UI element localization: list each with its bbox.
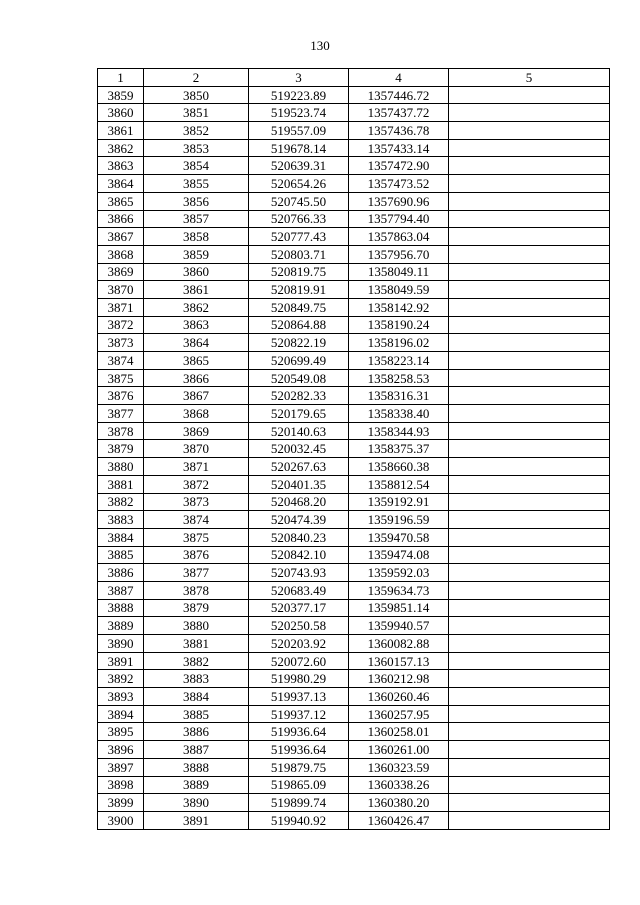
table-cell: 520745.50 <box>249 192 349 210</box>
table-cell: 520819.75 <box>249 263 349 281</box>
table-cell <box>449 741 610 759</box>
table-row <box>98 528 610 546</box>
table-cell <box>449 493 610 511</box>
table-cell: 3859 <box>144 245 249 263</box>
table-cell: 3884 <box>144 688 249 706</box>
table-cell <box>449 228 610 246</box>
table-cell: 520819.91 <box>249 281 349 299</box>
table-cell: 520179.65 <box>249 405 349 423</box>
table-cell: 3890 <box>98 635 144 653</box>
table-cell <box>449 723 610 741</box>
table-cell: 3875 <box>144 528 249 546</box>
table-cell: 1357472.90 <box>349 157 449 175</box>
table-row <box>98 192 610 210</box>
table-row <box>98 422 610 440</box>
table-cell: 3872 <box>98 316 144 334</box>
table-cell: 1358338.40 <box>349 405 449 423</box>
table-cell <box>449 192 610 210</box>
table-cell: 3898 <box>98 776 144 794</box>
table-row <box>98 86 610 104</box>
table-cell <box>449 564 610 582</box>
table-row <box>98 281 610 299</box>
table-cell: 1360157.13 <box>349 652 449 670</box>
table-row <box>98 228 610 246</box>
table-row <box>98 175 610 193</box>
table-cell <box>449 387 610 405</box>
table-cell: 3853 <box>144 139 249 157</box>
table-cell: 520777.43 <box>249 228 349 246</box>
table-row <box>98 652 610 670</box>
table-cell: 1358223.14 <box>349 352 449 370</box>
table-cell: 1357446.72 <box>349 86 449 104</box>
table-cell: 3860 <box>144 263 249 281</box>
table-cell <box>449 369 610 387</box>
table-cell: 520842.10 <box>249 546 349 564</box>
table-cell <box>449 122 610 140</box>
table-cell: 3895 <box>98 723 144 741</box>
table-cell: 520250.58 <box>249 617 349 635</box>
table-cell <box>449 635 610 653</box>
table-cell: 1360257.95 <box>349 705 449 723</box>
table-row <box>98 511 610 529</box>
table-cell: 1358316.31 <box>349 387 449 405</box>
table-cell: 1358190.24 <box>349 316 449 334</box>
table-cell <box>449 794 610 812</box>
table-cell <box>449 458 610 476</box>
table-row <box>98 670 610 688</box>
table-cell: 3856 <box>144 192 249 210</box>
table-row <box>98 493 610 511</box>
table-cell: 519899.74 <box>249 794 349 812</box>
table-cell: 1357436.78 <box>349 122 449 140</box>
table-cell: 3887 <box>144 741 249 759</box>
table-row <box>98 564 610 582</box>
table-cell: 3866 <box>98 210 144 228</box>
table-cell: 3897 <box>98 758 144 776</box>
table-cell: 3900 <box>98 811 144 829</box>
table-cell: 520401.35 <box>249 475 349 493</box>
table-cell <box>449 263 610 281</box>
header-row <box>98 69 610 87</box>
table-cell: 519937.12 <box>249 705 349 723</box>
table-cell: 3873 <box>144 493 249 511</box>
table-row <box>98 369 610 387</box>
table-cell <box>449 316 610 334</box>
table-row <box>98 387 610 405</box>
table-cell <box>449 528 610 546</box>
table-cell: 3863 <box>144 316 249 334</box>
table-cell: 519865.09 <box>249 776 349 794</box>
table-cell: 520683.49 <box>249 581 349 599</box>
table-cell: 3885 <box>98 546 144 564</box>
table-cell: 1360258.01 <box>349 723 449 741</box>
page-number: 130 <box>310 38 330 53</box>
table-cell: 3883 <box>98 511 144 529</box>
table-cell: 1357437.72 <box>349 104 449 122</box>
table-cell: 3850 <box>144 86 249 104</box>
table-row <box>98 104 610 122</box>
table-cell <box>449 599 610 617</box>
table-cell: 3887 <box>98 581 144 599</box>
table-cell: 3881 <box>98 475 144 493</box>
table-row <box>98 298 610 316</box>
table-cell: 1360380.20 <box>349 794 449 812</box>
table-cell <box>449 157 610 175</box>
table-cell: 1358049.11 <box>349 263 449 281</box>
table-cell <box>449 298 610 316</box>
table-cell: 3864 <box>144 334 249 352</box>
table-cell: 3894 <box>98 705 144 723</box>
table-cell: 1358812.54 <box>349 475 449 493</box>
table-cell: 3854 <box>144 157 249 175</box>
table-cell <box>449 334 610 352</box>
table-cell: 3858 <box>144 228 249 246</box>
table-cell: 3857 <box>144 210 249 228</box>
table-cell: 3868 <box>144 405 249 423</box>
table-cell: 519678.14 <box>249 139 349 157</box>
table-cell: 3865 <box>98 192 144 210</box>
table-cell <box>449 475 610 493</box>
table-cell: 3862 <box>144 298 249 316</box>
table-row <box>98 581 610 599</box>
table-cell: 3892 <box>98 670 144 688</box>
table-cell <box>449 617 610 635</box>
table-cell: 1360323.59 <box>349 758 449 776</box>
table-cell: 3891 <box>98 652 144 670</box>
table-row <box>98 122 610 140</box>
table-row <box>98 811 610 829</box>
table-cell: 519936.64 <box>249 723 349 741</box>
table-cell: 3874 <box>144 511 249 529</box>
table-cell: 520474.39 <box>249 511 349 529</box>
table-cell: 3876 <box>144 546 249 564</box>
table-cell <box>449 281 610 299</box>
table-cell: 520549.08 <box>249 369 349 387</box>
table-cell: 3871 <box>144 458 249 476</box>
table-cell: 3875 <box>98 369 144 387</box>
table-cell: 3865 <box>144 352 249 370</box>
table-cell: 520864.88 <box>249 316 349 334</box>
table-cell: 520849.75 <box>249 298 349 316</box>
column-header: 4 <box>349 69 449 87</box>
table-row <box>98 440 610 458</box>
table-cell: 3870 <box>144 440 249 458</box>
table-cell: 1360261.00 <box>349 741 449 759</box>
column-header: 3 <box>249 69 349 87</box>
table-row <box>98 723 610 741</box>
table-cell <box>449 705 610 723</box>
table-row <box>98 139 610 157</box>
table-cell: 1360426.47 <box>349 811 449 829</box>
table-cell: 519936.64 <box>249 741 349 759</box>
table-cell: 1360082.88 <box>349 635 449 653</box>
table-cell: 3896 <box>98 741 144 759</box>
table-cell: 3878 <box>98 422 144 440</box>
table-cell: 3884 <box>98 528 144 546</box>
table-row <box>98 741 610 759</box>
table-cell: 3879 <box>144 599 249 617</box>
table-cell: 1359940.57 <box>349 617 449 635</box>
table-row <box>98 705 610 723</box>
column-header: 1 <box>98 69 144 87</box>
table-cell: 3891 <box>144 811 249 829</box>
table-cell: 1357956.70 <box>349 245 449 263</box>
table-cell: 1358049.59 <box>349 281 449 299</box>
table-cell: 520282.33 <box>249 387 349 405</box>
table-cell: 3863 <box>98 157 144 175</box>
table-cell <box>449 546 610 564</box>
table-cell: 3883 <box>144 670 249 688</box>
column-header: 2 <box>144 69 249 87</box>
table-cell: 3860 <box>98 104 144 122</box>
table-cell: 3862 <box>98 139 144 157</box>
table-cell: 519937.13 <box>249 688 349 706</box>
table-cell: 1359592.03 <box>349 564 449 582</box>
table-cell: 519980.29 <box>249 670 349 688</box>
table-cell: 3872 <box>144 475 249 493</box>
table-cell <box>449 352 610 370</box>
table-cell <box>449 422 610 440</box>
table-cell: 1360212.98 <box>349 670 449 688</box>
table-cell: 520140.63 <box>249 422 349 440</box>
table-cell: 3879 <box>98 440 144 458</box>
table-cell: 1359634.73 <box>349 581 449 599</box>
table-body <box>98 86 610 829</box>
table-cell: 520840.23 <box>249 528 349 546</box>
table-cell: 1359470.58 <box>349 528 449 546</box>
table-row <box>98 263 610 281</box>
table-cell: 3893 <box>98 688 144 706</box>
table-cell: 3886 <box>98 564 144 582</box>
table-row <box>98 635 610 653</box>
table-cell: 3861 <box>98 122 144 140</box>
table-cell <box>449 440 610 458</box>
table-cell: 3877 <box>144 564 249 582</box>
table-cell: 1357473.52 <box>349 175 449 193</box>
table-cell: 3864 <box>98 175 144 193</box>
table-cell: 1359196.59 <box>349 511 449 529</box>
table-cell <box>449 811 610 829</box>
table-cell: 3870 <box>98 281 144 299</box>
table-cell: 3851 <box>144 104 249 122</box>
table-row <box>98 546 610 564</box>
table-row <box>98 475 610 493</box>
table-cell: 3876 <box>98 387 144 405</box>
table-cell: 3867 <box>98 228 144 246</box>
table-cell: 519940.92 <box>249 811 349 829</box>
table-cell: 3882 <box>144 652 249 670</box>
table-cell: 3868 <box>98 245 144 263</box>
table-cell: 3855 <box>144 175 249 193</box>
table-cell: 520377.17 <box>249 599 349 617</box>
table-row <box>98 210 610 228</box>
table-row <box>98 794 610 812</box>
table-row <box>98 405 610 423</box>
table-cell: 1360338.26 <box>349 776 449 794</box>
table-cell: 3874 <box>98 352 144 370</box>
table-cell <box>449 139 610 157</box>
table-cell <box>449 581 610 599</box>
table-cell: 1357863.04 <box>349 228 449 246</box>
table-cell: 3861 <box>144 281 249 299</box>
table-cell: 520699.49 <box>249 352 349 370</box>
table-cell <box>449 652 610 670</box>
table-cell: 3886 <box>144 723 249 741</box>
table-cell: 519223.89 <box>249 86 349 104</box>
table-cell: 1358344.93 <box>349 422 449 440</box>
table-cell: 520639.31 <box>249 157 349 175</box>
table-cell: 3852 <box>144 122 249 140</box>
table-cell: 1357433.14 <box>349 139 449 157</box>
table-cell: 1359474.08 <box>349 546 449 564</box>
coordinates-table <box>97 68 610 830</box>
table-cell: 3889 <box>98 617 144 635</box>
table-row <box>98 245 610 263</box>
table-cell: 520468.20 <box>249 493 349 511</box>
table-cell: 520654.26 <box>249 175 349 193</box>
table-cell: 1358196.02 <box>349 334 449 352</box>
table-cell: 3889 <box>144 776 249 794</box>
table-cell <box>449 245 610 263</box>
table-cell: 3869 <box>144 422 249 440</box>
table-cell: 1358142.92 <box>349 298 449 316</box>
table-cell <box>449 86 610 104</box>
table-cell <box>449 175 610 193</box>
table-cell: 3878 <box>144 581 249 599</box>
table-cell: 3888 <box>98 599 144 617</box>
table-row <box>98 776 610 794</box>
table-cell: 3871 <box>98 298 144 316</box>
table-cell: 3869 <box>98 263 144 281</box>
table-row <box>98 352 610 370</box>
table-cell <box>449 688 610 706</box>
table-row <box>98 688 610 706</box>
table-cell <box>449 511 610 529</box>
table-cell <box>449 405 610 423</box>
table-cell: 520267.63 <box>249 458 349 476</box>
column-header: 5 <box>449 69 610 87</box>
table-cell: 3881 <box>144 635 249 653</box>
table-row <box>98 157 610 175</box>
table-row <box>98 758 610 776</box>
table-cell: 519879.75 <box>249 758 349 776</box>
table-cell: 520766.33 <box>249 210 349 228</box>
table-cell: 3880 <box>98 458 144 476</box>
table-row <box>98 334 610 352</box>
table-cell: 1359192.91 <box>349 493 449 511</box>
table-cell: 519523.74 <box>249 104 349 122</box>
table-cell <box>449 776 610 794</box>
table-row <box>98 458 610 476</box>
table-cell: 3880 <box>144 617 249 635</box>
table-cell: 3890 <box>144 794 249 812</box>
table-row <box>98 316 610 334</box>
table-row <box>98 599 610 617</box>
table-cell: 3882 <box>98 493 144 511</box>
table-cell: 3877 <box>98 405 144 423</box>
table-cell: 3859 <box>98 86 144 104</box>
table-cell: 1358258.53 <box>349 369 449 387</box>
table-cell: 3873 <box>98 334 144 352</box>
table-cell: 3885 <box>144 705 249 723</box>
table-cell <box>449 104 610 122</box>
table-cell: 1357794.40 <box>349 210 449 228</box>
table-cell: 520203.92 <box>249 635 349 653</box>
table-cell <box>449 670 610 688</box>
table-cell: 1358375.37 <box>349 440 449 458</box>
table-cell: 520743.93 <box>249 564 349 582</box>
table-cell: 520803.71 <box>249 245 349 263</box>
table-cell: 1357690.96 <box>349 192 449 210</box>
table-header <box>98 69 610 87</box>
table-cell <box>449 210 610 228</box>
table-cell: 520072.60 <box>249 652 349 670</box>
table-cell: 520032.45 <box>249 440 349 458</box>
table-cell: 519557.09 <box>249 122 349 140</box>
table-cell: 3899 <box>98 794 144 812</box>
table-cell: 3888 <box>144 758 249 776</box>
table-cell: 3867 <box>144 387 249 405</box>
table-row <box>98 617 610 635</box>
table-cell <box>449 758 610 776</box>
table-cell: 3866 <box>144 369 249 387</box>
table-cell: 1358660.38 <box>349 458 449 476</box>
table-cell: 1360260.46 <box>349 688 449 706</box>
table-cell: 520822.19 <box>249 334 349 352</box>
table-cell: 1359851.14 <box>349 599 449 617</box>
